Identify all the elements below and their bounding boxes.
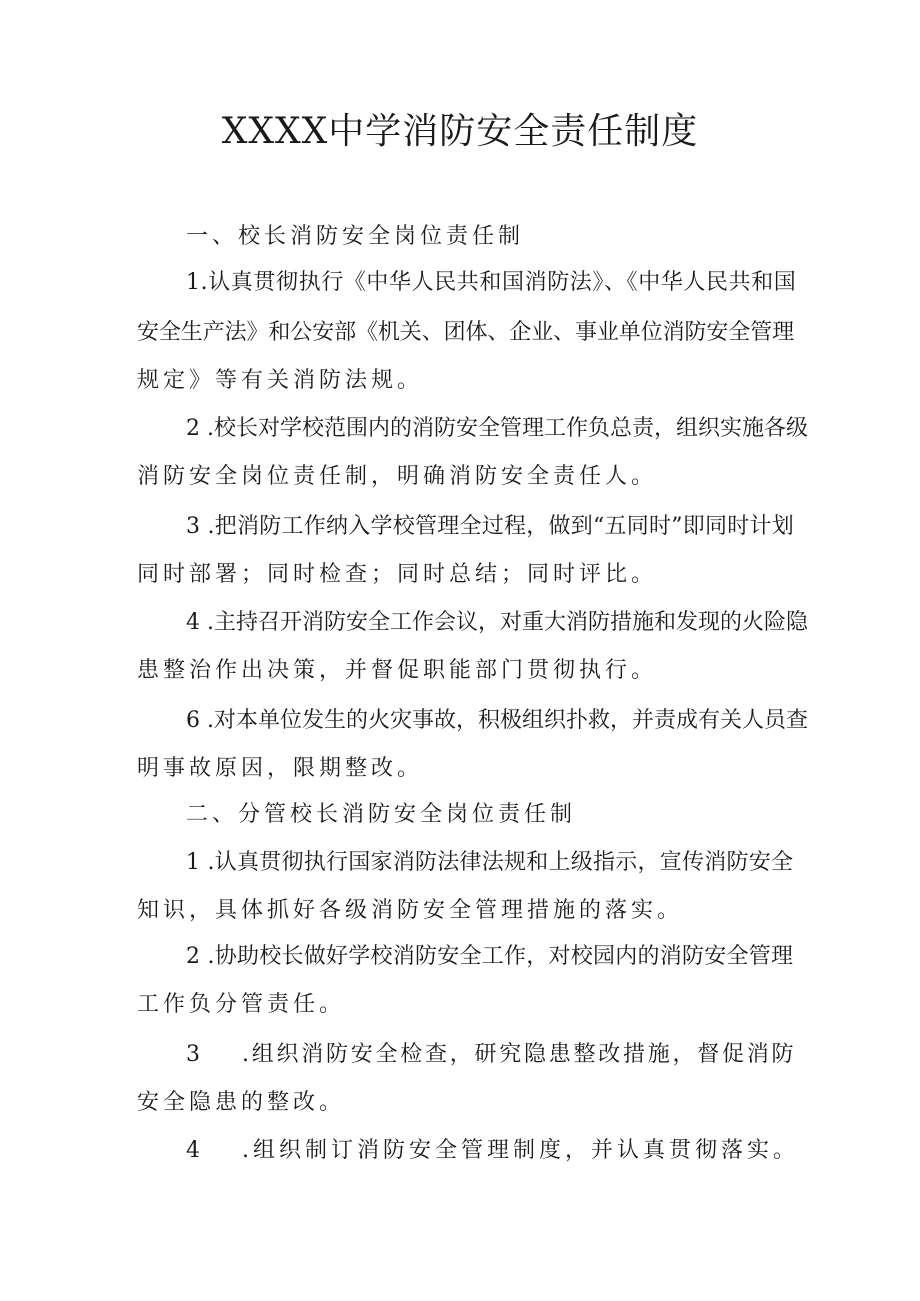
item-text: .认真贯彻执行国家消防法律法规和上级指示，宣传消防安全 — [207, 850, 794, 875]
paragraph-line: 消防安全岗位责任制，明确消防安全责任人。 — [137, 464, 658, 489]
item-number: 4 — [186, 1138, 204, 1163]
item-number: 4 — [186, 610, 200, 635]
paragraph-line: 规定》等有关消防法规。 — [137, 368, 424, 393]
item-text: .校长对学校范围内的消防安全管理工作负总责，组织实施各级 — [207, 416, 808, 441]
paragraph-line — [186, 414, 808, 444]
paragraph-line: 安全隐患的整改。 — [137, 1090, 346, 1115]
section-heading: 一、校长消防安全岗位责任制 — [186, 224, 525, 249]
item-number: 3 — [186, 514, 201, 539]
paragraph-line: 工作负分管责任。 — [137, 992, 346, 1017]
item-text: .主持召开消防安全工作会议，对重大消防措施和发现的火险隐 — [207, 610, 808, 635]
item-number: 2 — [186, 944, 201, 969]
section-heading: 二、分管校长消防安全岗位责任制 — [186, 802, 577, 827]
item-number: 1 — [186, 850, 201, 875]
item-text: .组织消防安全检查，研究隐患整改措施，督促消防 — [242, 1042, 797, 1067]
paragraph-line: 患整治作出决策，并督促职能部门贯彻执行。 — [137, 658, 658, 683]
item-number: 6 — [186, 708, 200, 733]
paragraph-line — [186, 706, 808, 736]
item-number: 3 — [186, 1042, 203, 1067]
paragraph-line — [186, 1040, 796, 1070]
paragraph-line: 知识，具体抓好各级消防安全管理措施的落实。 — [137, 898, 684, 923]
paragraph-line: 同时部署；同时检查；同时总结；同时评比。 — [137, 562, 658, 587]
paragraph-line — [186, 512, 794, 542]
item-text: .组织制订消防安全管理制度，并认真贯彻落实。 — [242, 1138, 799, 1163]
paragraph-line: 1.认真贯彻执行《中华人民共和国消防法》、《中华人民共和国 — [186, 270, 797, 295]
paragraph-line — [186, 848, 793, 878]
paragraph-line — [186, 1136, 799, 1166]
item-text: .对本单位发生的火灾事故，积极组织扑救，并责成有关人员查 — [207, 708, 808, 733]
paragraph-line — [186, 608, 808, 638]
paragraph-line: 明事故原因，限期整改。 — [137, 756, 424, 781]
item-text: .把消防工作纳入学校管理全过程，做到“五同时”即同时计划 — [207, 514, 794, 539]
document-title: XXXX中学消防安全责任制度 — [221, 111, 699, 152]
item-text: .协助校长做好学校消防安全工作，对校园内的消防安全管理 — [207, 944, 794, 969]
item-number: 2 — [186, 416, 200, 441]
paragraph-line: 安全生产法》和公安部《机关、团体、企业、事业单位消防安全管理 — [137, 320, 795, 345]
paragraph-line — [186, 942, 793, 972]
